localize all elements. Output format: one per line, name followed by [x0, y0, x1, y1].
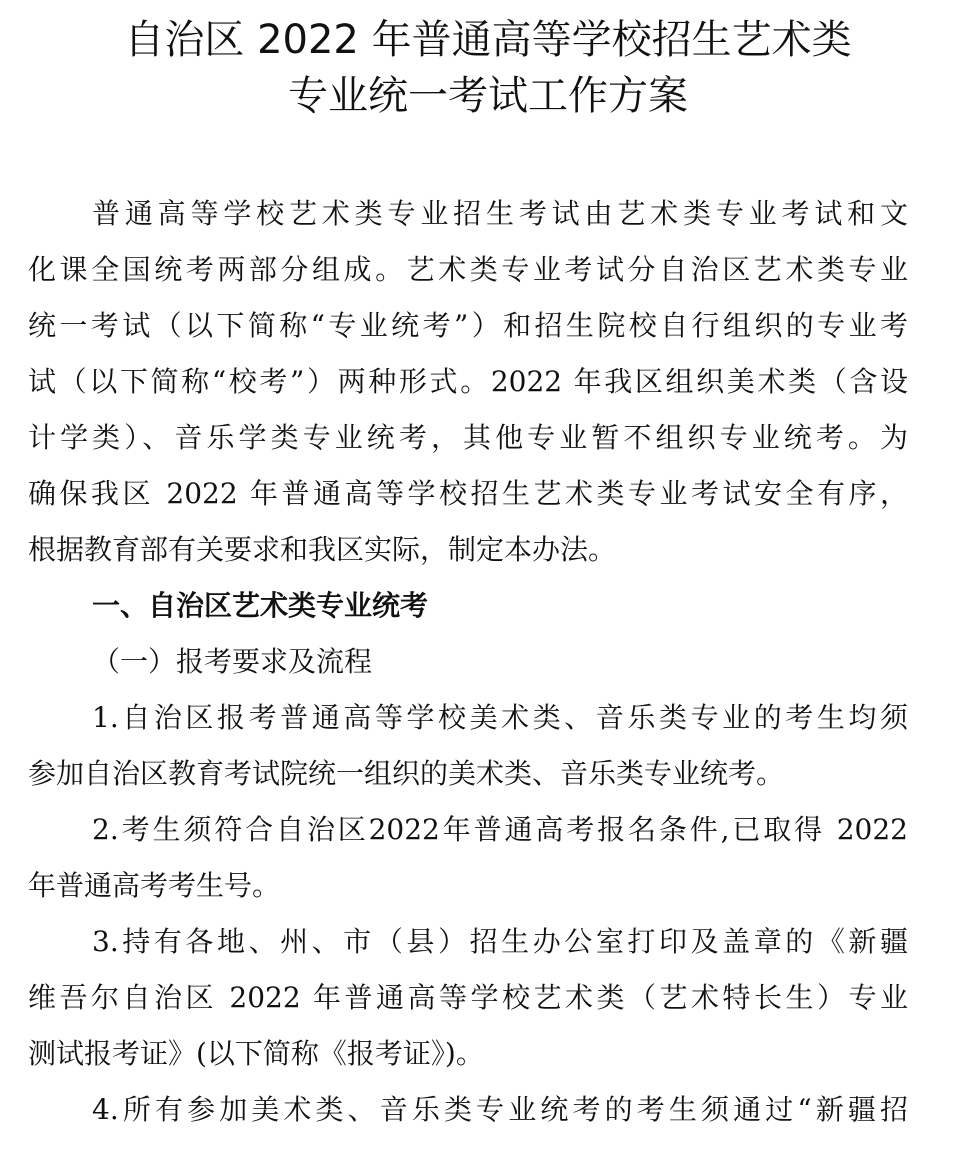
intro-line-1: 普通高等学校艺术类专业招生考试由艺术类专业考试和文	[92, 197, 908, 230]
intro-line-6: 确保我区 2022 年普通高等学校招生艺术类专业考试安全有序，	[28, 477, 908, 510]
section-heading: 一、自治区艺术类专业统考	[92, 589, 429, 622]
item2-line-1: 2.考生须符合自治区2022年普通高考报名条件,已取得 2022	[92, 813, 908, 846]
intro-line-4: 试（以下简称“校考”）两种形式。2022 年我区组织美术类（含设	[28, 365, 908, 398]
subsection-heading: （一）报考要求及流程	[92, 645, 373, 678]
intro-line-3: 统一考试（以下简称“专业统考”）和招生院校自行组织的专业考	[28, 309, 908, 342]
item3-line-3: 测试报考证》(以下简称《报考证》)。	[28, 1037, 484, 1070]
intro-line-7: 根据教育部有关要求和我区实际，制定本办法。	[28, 533, 617, 566]
item4-line-1: 4.所有参加美术类、音乐类专业统考的考生须通过“新疆招	[92, 1093, 908, 1126]
item3-line-2: 维吾尔自治区 2022 年普通高等学校艺术类（艺术特长生）专业	[28, 981, 908, 1014]
item3-line-1: 3.持有各地、州、市（县）招生办公室打印及盖章的《新疆	[92, 925, 908, 958]
intro-line-5: 计学类）、音乐学类专业统考，其他专业暂不组织专业统考。为	[28, 421, 908, 454]
document-title-line-1: 自治区 2022 年普通高等学校招生艺术类	[124, 17, 852, 63]
intro-line-2: 化课全国统考两部分组成。艺术类专业考试分自治区艺术类专业	[28, 253, 908, 286]
item1-line-1: 1.自治区报考普通高等学校美术类、音乐类专业的考生均须	[92, 701, 908, 734]
item2-line-2: 年普通高考考生号。	[28, 869, 281, 902]
item1-line-2: 参加自治区教育考试院统一组织的美术类、音乐类专业统考。	[28, 757, 785, 790]
document-title-line-2: 专业统一考试工作方案	[288, 73, 688, 119]
